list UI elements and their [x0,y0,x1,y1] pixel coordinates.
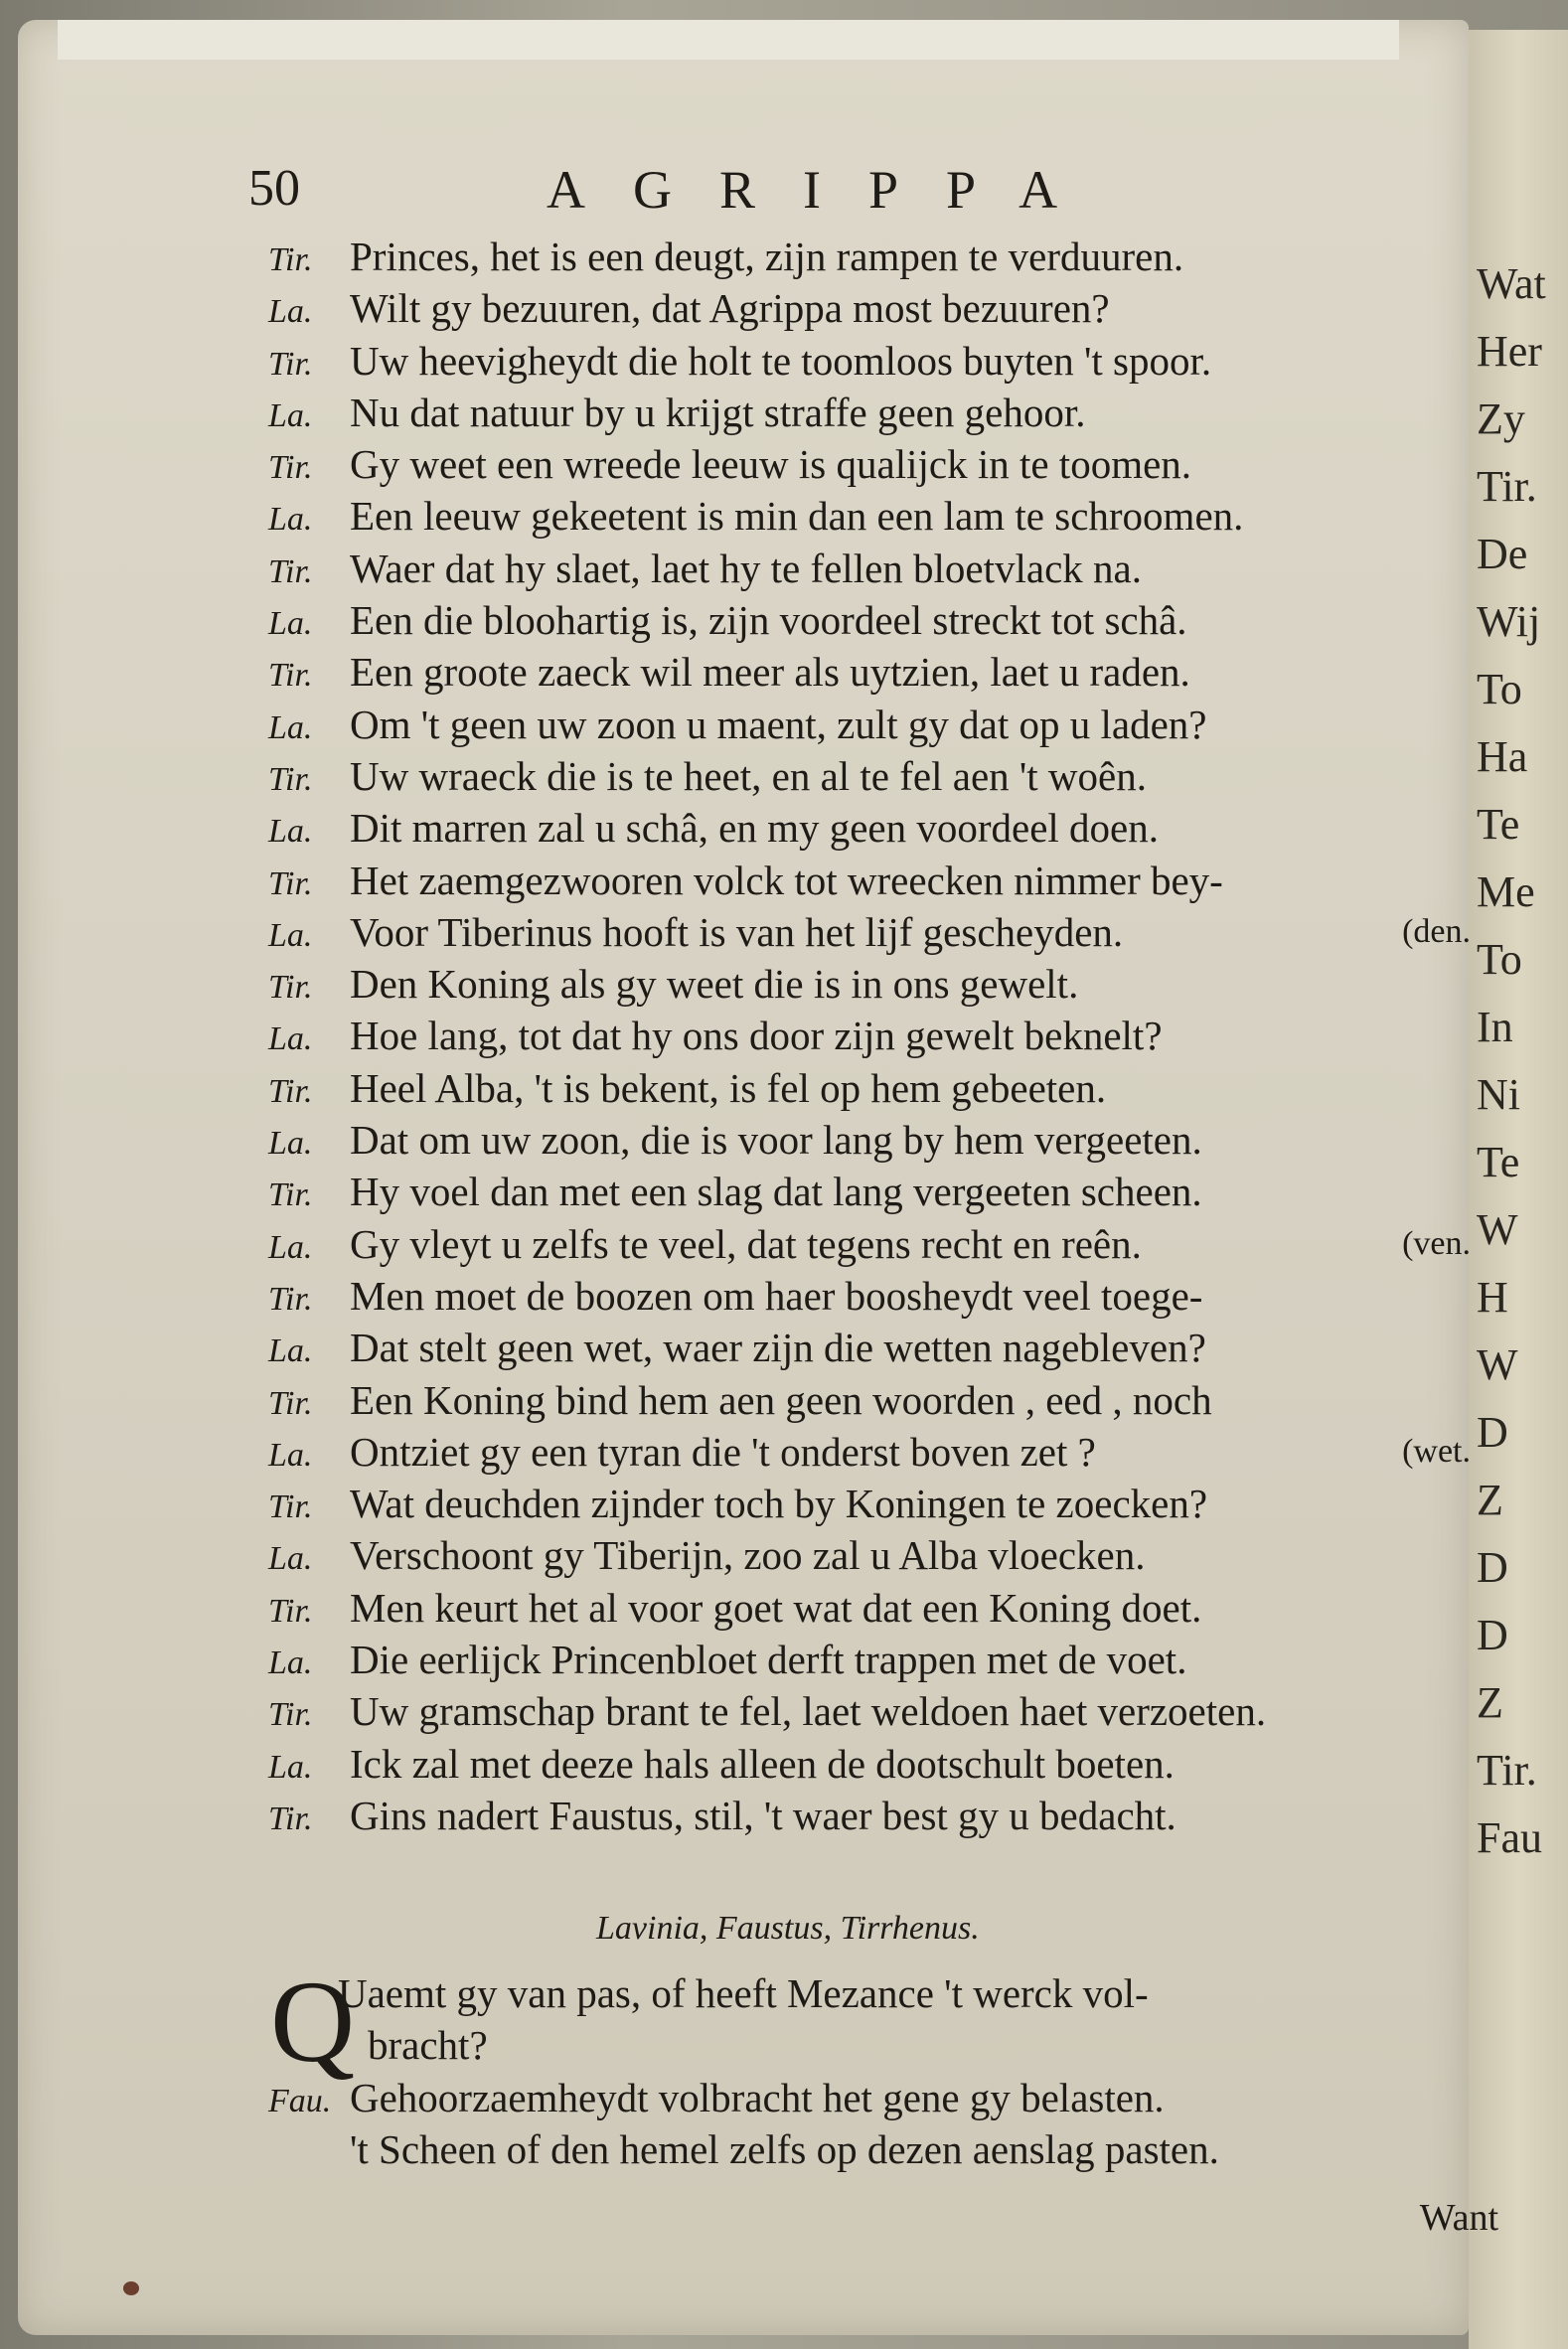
speaker-label: La. [268,1125,313,1163]
line-text: Een die bloohartig is, zijn voordeel streckt tot schâ. [350,597,1187,644]
speaker-label: Tir. [268,1280,313,1318]
facing-page-fragment: Fau [1477,1813,1542,1862]
dialogue-line [268,490,1471,542]
line-text: Wat deuchden zijnder toch by Koningen te zoecken? [350,1481,1208,1527]
facing-page-fragment: Her [1477,327,1542,376]
speaker-label: Tir. [268,1488,313,1526]
line-text: Gy weet een wreede leeuw is qualijck in te toomen. [350,441,1192,488]
turnover-word: (wet. [1402,1432,1471,1470]
line-text: Waer dat hy slaet, laet hy te fellen bloetvlack na. [350,545,1142,591]
facing-page-fragment: De [1477,530,1528,578]
facing-page-fragment: D [1477,1543,1508,1592]
line-text: Men moet de boozen om haer boosheydt veel toege- [350,1272,1203,1319]
dialogue-line [268,1322,1471,1373]
speaker-label: Tir. [268,1592,313,1630]
turnover-word: (den. [1402,912,1471,950]
line-text: 't Scheen of den hemel zelfs op dezen aenslag pasten. [350,2125,1219,2172]
turnover-word: (ven. [1402,1224,1471,1262]
dialogue-line [268,646,1471,698]
facing-page-fragment: To [1477,935,1522,984]
dialogue-line [268,282,1471,334]
line-text: Wilt gy bezuuren, dat Agrippa most bezuuren? [350,285,1110,332]
line-text: Ontziet gy een tyran die 't onderst boven zet ? [350,1428,1096,1475]
ink-blot [123,2281,139,2295]
line-text: Gehoorzaemheydt volbracht het gene gy belasten. [350,2074,1165,2120]
scene-first-line: Uaemt gy van pas, of heeft Mezance 't werck vol- [338,1970,1149,2016]
speaker-label: La. [268,1228,313,1266]
line-text: Dit marren zal u schâ, en my geen voordeel doen. [350,805,1159,852]
speaker-label: La. [268,813,313,851]
speaker-label: Tir. [268,864,313,902]
dialogue-line [268,1374,1471,1426]
speaker-label: Tir. [268,1696,313,1734]
dialogue-line [268,1582,1471,1634]
line-text: Dat om uw zoon, die is voor lang by hem vergeeten. [350,1117,1202,1164]
speaker-label: Tir. [268,552,313,590]
drop-cap: Q [270,1957,356,2087]
facing-page-fragment: Tir. [1477,1746,1537,1795]
dialogue-line [268,1218,1471,1270]
facing-page-fragment: Wat [1477,259,1546,308]
dialogue-line [268,1478,1471,1529]
speaker-label: Tir. [268,760,313,798]
speaker-label: La. [268,605,313,643]
speaker-label: Tir. [268,1384,313,1422]
dialogue-line [268,1738,1471,1790]
dialogue-line [268,1166,1471,1217]
dialogue-line [268,1685,1471,1737]
facing-page-fragment: Ni [1477,1070,1520,1119]
speaker-label: Tir. [268,449,313,487]
line-text: Uw heevigheydt die holt te toomloos buyten 't spoor. [350,337,1212,384]
speaker-label: Tir. [268,345,313,383]
dialogue-line [268,958,1471,1010]
line-text: Hy voel dan met een slag dat lang vergeeten scheen. [350,1169,1202,1215]
facing-page-fragment: Z [1477,1678,1503,1727]
speaker-label: La. [268,708,313,746]
facing-page-fragment: Me [1477,867,1535,916]
dialogue-line [268,750,1471,802]
line-text: Verschoont gy Tiberijn, zoo zal u Alba vloecken. [350,1532,1146,1579]
catchword: Want [1419,2197,1498,2239]
facing-page-fragment: W [1477,1340,1518,1389]
facing-page-fragment: H [1477,1273,1508,1322]
speaker-label: Tir. [268,1176,313,1214]
dialogue-line [268,594,1471,646]
dialogue-line [268,855,1471,906]
line-text: Gins nadert Faustus, stil, 't waer best gy u bedacht. [350,1792,1176,1838]
facing-page-fragment: Zy [1477,394,1525,443]
page-number: 50 [248,160,300,217]
dialogue-line [268,1790,1471,1841]
page-top-edge [58,20,1399,60]
speaker-label: La. [268,916,313,954]
line-text: Een leeuw gekeetent is min dan een lam te schroomen. [350,493,1244,540]
dialogue-line [268,802,1471,854]
facing-page-fragment: To [1477,665,1522,713]
scene-first-line-cont: bracht? [368,2022,488,2069]
facing-page-fragment: Tir. [1477,462,1537,511]
dialogue-line [268,2123,1471,2175]
dialogue-line [268,2072,1471,2123]
dialogue-line [268,231,1471,282]
facing-page-fragment: Te [1477,1138,1520,1186]
dialogue-line [268,1634,1471,1685]
speaker-label: La. [268,1540,313,1578]
line-text: Heel Alba, 't is bekent, is fel op hem gebeeten. [350,1064,1107,1111]
line-text: Uw gramschap brant te fel, laet weldoen haet verzoeten. [350,1688,1267,1735]
scene-text [268,1967,1471,2175]
running-title: AGRIPPA [547,160,1106,220]
dialogue-line [268,1529,1471,1581]
line-text: Voor Tiberinus hooft is van het lijf gescheyden. [350,908,1124,955]
facing-page [1469,30,1568,2349]
line-text: Gy vleyt u zelfs te veel, dat tegens recht en reên. [350,1220,1142,1267]
page-header [248,159,1242,229]
speaker-label: Tir. [268,1072,313,1110]
speaker-label: Tir. [268,1800,313,1837]
line-text: Nu dat natuur by u krijgt straffe geen gehoor. [350,389,1086,435]
stage-direction: Lavinia, Faustus, Tirrhenus. [596,1910,980,1947]
dialogue-line [268,335,1471,387]
line-text: Princes, het is een deugt, zijn rampen te verduuren. [350,234,1184,279]
dialogue-line [268,906,1471,958]
speaker-label: La. [268,1020,313,1058]
facing-page-fragment: Wij [1477,597,1541,646]
dialogue-line [268,438,1471,490]
facing-page-fragment: Ha [1477,732,1528,781]
line-text: Om 't geen uw zoon u maent, zult gy dat op u laden? [350,701,1207,747]
line-text: Den Koning als gy weet die is in ons gewelt. [350,961,1079,1008]
facing-page-fragment: D [1477,1408,1508,1457]
dialogue-line [268,1062,1471,1114]
dialogue-block [268,231,1471,1841]
facing-page-fragment: Z [1477,1476,1503,1524]
line-text: Die eerlijck Princenbloet derft trappen met de voet. [350,1637,1187,1683]
facing-page-fragment: Te [1477,800,1520,849]
speaker-label: Tir. [268,241,313,278]
speaker-label: La. [268,501,313,539]
dialogue-line [268,1114,1471,1166]
speaker-label: La. [268,1436,313,1474]
speaker-label: La. [268,293,313,331]
dialogue-line [268,387,1471,438]
line-text: Hoe lang, tot dat hy ons door zijn gewelt beknelt? [350,1013,1163,1059]
line-text: Een Koning bind hem aen geen woorden , eed , noch [350,1376,1212,1423]
speaker-label: La. [268,1644,313,1682]
line-text: Men keurt het al voor goet wat dat een Koning doet. [350,1584,1202,1631]
line-text: Dat stelt geen wet, waer zijn die wetten nagebleven? [350,1325,1206,1371]
facing-page-fragment: In [1477,1003,1513,1051]
speaker-label: Tir. [268,969,313,1007]
facing-page-fragment: D [1477,1611,1508,1659]
speaker-label: Fau. [268,2082,332,2119]
line-text: Het zaemgezwooren volck tot wreecken nimmer bey- [350,857,1223,903]
line-text: Een groote zaeck wil meer als uytzien, laet u raden. [350,649,1190,696]
speaker-label: Tir. [268,657,313,695]
dialogue-line [268,543,1471,594]
facing-page-fragment: W [1477,1205,1518,1254]
speaker-label: La. [268,1332,313,1370]
line-text: Ick zal met deeze hals alleen de dootschult boeten. [350,1740,1175,1787]
dialogue-line [268,1426,1471,1478]
speaker-label: La. [268,1748,313,1786]
dialogue-line [268,1010,1471,1061]
dialogue-line [268,699,1471,750]
line-text: Uw wraeck die is te heet, en al te fel aen 't woên. [350,752,1147,799]
speaker-label: La. [268,396,313,434]
dialogue-line [268,1270,1471,1322]
